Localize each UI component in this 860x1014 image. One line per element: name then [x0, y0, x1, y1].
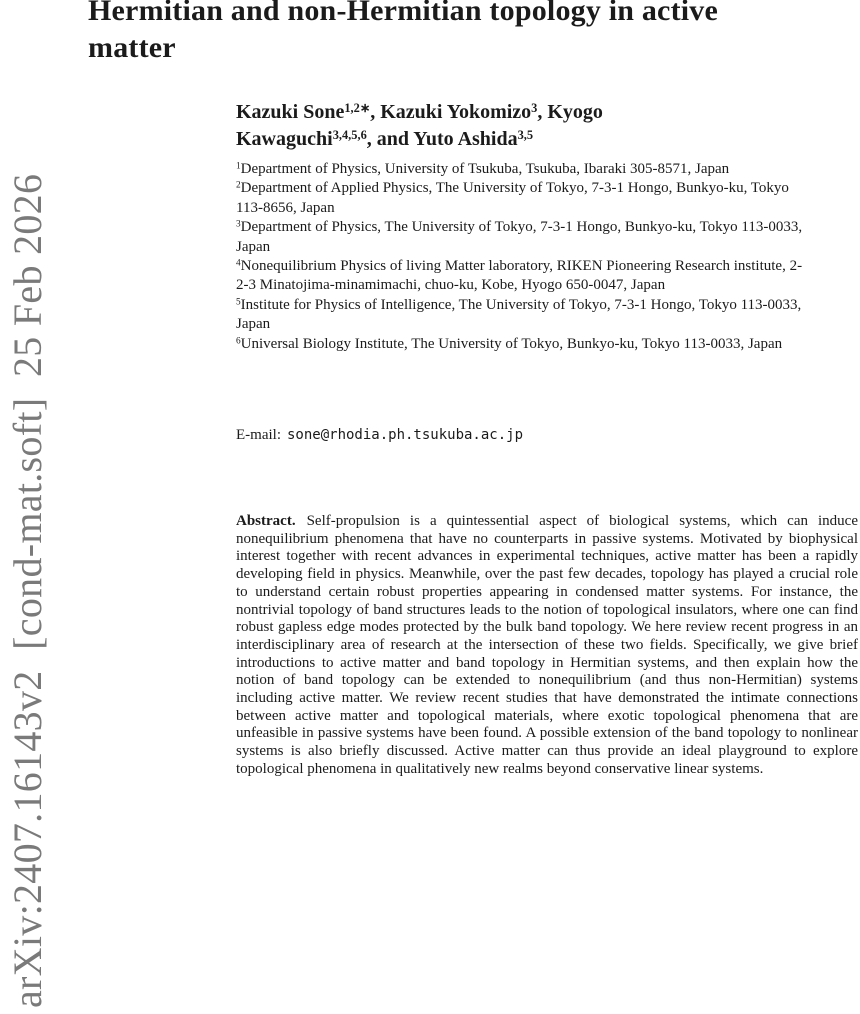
affiliation-text: Universal Biology Institute, The University of Tokyo, Bunkyo-ku, Tokyo 113-0033, Japan: [240, 335, 783, 352]
author-superscript: 3,4,5,6: [332, 128, 367, 143]
author-name: Kazuki Yokomizo: [380, 101, 532, 123]
affiliation-number: 4: [236, 258, 241, 269]
affiliation-number: 3: [236, 219, 241, 230]
author-name: Kazuki Sone: [236, 101, 345, 123]
email-address: sone@rhodia.ph.tsukuba.ac.jp: [287, 427, 524, 443]
affiliation-text: Department of Physics, University of Tsukuba, Tsukuba, Ibaraki 305-8571, Japan: [240, 161, 730, 177]
authors-line: [236, 99, 706, 153]
affiliation-text: Department of Physics, The University of Tokyo, 7-3-1 Hongo, Bunkyo-ku, Tokyo 113-0033, Japan: [236, 219, 803, 255]
affiliation-text: Institute for Physics of Intelligence, The University of Tokyo, 7-3-1 Hongo, Tokyo 113-0033, Japan: [236, 296, 802, 333]
abstract: [236, 513, 858, 779]
affiliation: [236, 179, 814, 218]
author-separator: , and: [366, 128, 414, 150]
author-name: Yuto Ashida: [413, 128, 518, 150]
affiliation-text: Nonequilibrium Physics of living Matter laboratory, RIKEN Pioneering Research institute, 2-2-3 Minatojima-minamimachi, chuo-ku, Kobe, Hyogo 650-0047, Japan: [236, 258, 803, 294]
arxiv-watermark: arXiv:2407.16143v2 [cond-mat.soft] 25 Feb 2026: [5, 173, 50, 1008]
email-line: [236, 427, 523, 444]
title-line: matter: [88, 31, 176, 64]
abstract-label: Abstract.: [236, 513, 296, 529]
author-name: Kyogo Kawaguchi: [236, 101, 603, 150]
author-separator: ,: [537, 101, 548, 123]
affiliation-number: 5: [236, 297, 241, 308]
affiliation: [236, 160, 814, 179]
affiliation-text: Department of Applied Physics, The University of Tokyo, 7-3-1 Hongo, Bunkyo-ku, Tokyo 113-8656, Japan: [236, 180, 789, 216]
affiliation: [236, 257, 814, 296]
affiliation-number: 2: [236, 180, 241, 191]
affiliation-number: 1: [236, 161, 241, 172]
paper-title: [88, 0, 718, 66]
affiliation: [236, 296, 814, 335]
affiliation-number: 6: [236, 336, 241, 347]
author-superscript: 3: [531, 101, 538, 116]
email-label: E-mail:: [236, 427, 281, 443]
affiliation: [236, 335, 814, 354]
affiliations: [236, 160, 814, 354]
affiliation: [236, 218, 814, 257]
abstract-text: Self-propulsion is a quintessential aspect of biological systems, which can induce nonequilibrium phenomena that have no counterparts in passive systems. Motivated by biophysical interest together with recent advances in experimental techniques, active matter has been a rapidly developing field in physics. Meanwhile, over the past few decades, topology has played a crucial role to understand certain robust properties appearing in condensed matter systems. For instance, the nontrivial topology of band structures leads to the notion of topological insulators, where one can find robust gapless edge modes protected by the bulk band topology. We here review recent progress in an interdisciplinary area of research at the intersection of these two fields. Specifically, we give brief introductions to active matter and band topology in Hermitian systems, and then explain how the notion of band topology can be extended to nonequilibrium (and thus non-Hermitian) systems including active matter. We review recent studies that have demonstrated the intimate connections between active matter and topological materials, where exotic topological phenomena that are unfeasible in passive systems have been found. A possible extension of the band topology to nonlinear systems is also briefly discussed. Active matter can thus provide an ideal playground to explore topological phenomena in qualitatively new realms beyond conservative linear systems.: [236, 513, 858, 777]
author-superscript: 1,2∗: [344, 101, 371, 116]
title-line: Hermitian and non-Hermitian topology in active: [88, 0, 719, 27]
author-superscript: 3,5: [517, 128, 534, 143]
author-separator: ,: [370, 101, 381, 123]
